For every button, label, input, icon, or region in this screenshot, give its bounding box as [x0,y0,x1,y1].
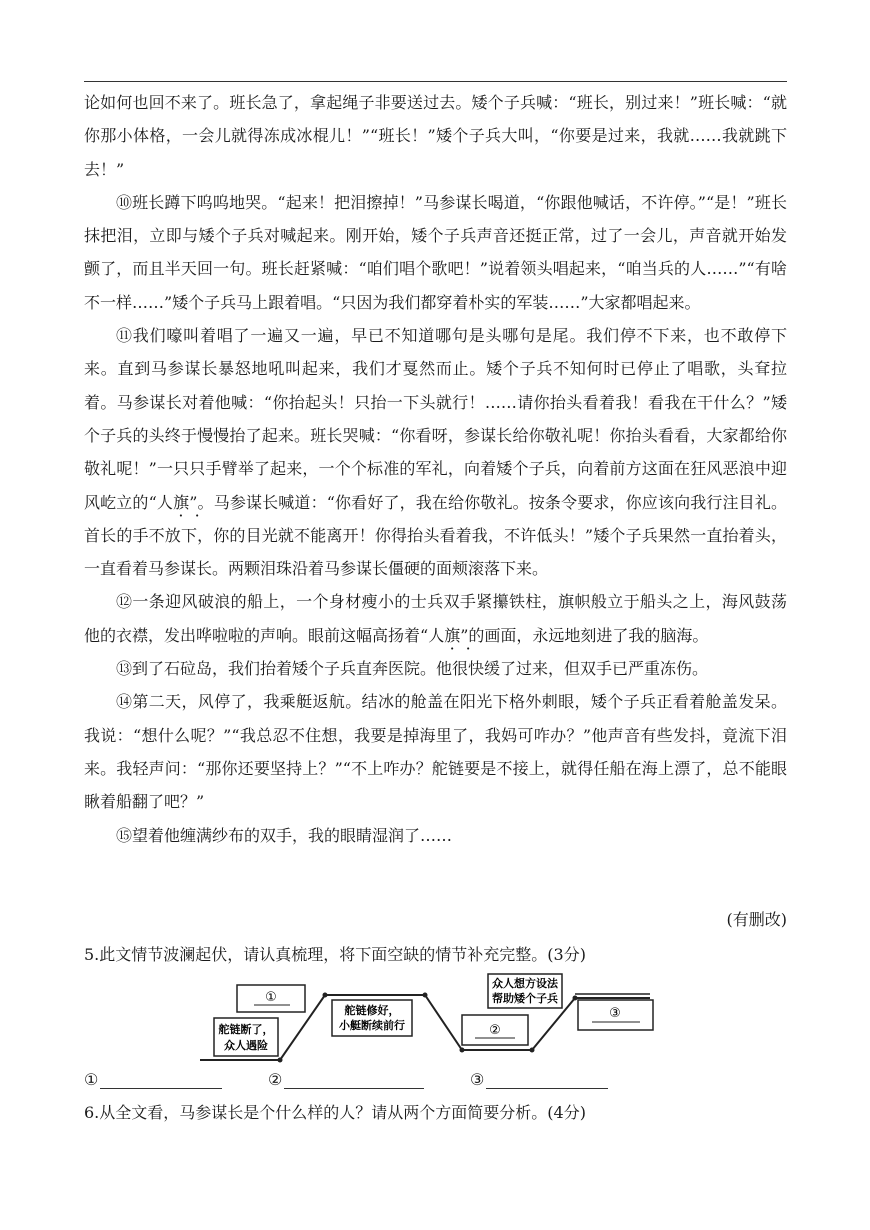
paragraph-11: ⑪我们嚎叫着唱了一遍又一遍，早已不知道哪句是头哪句是尾。我们停不下来，也不敢停下来。直到马参谋长暴怒地吼叫起来，我们才戛然而止。矮个子兵不知何时已停止了唱歌，头耷拉着。马参谋长对着他喊：“你抬起头！只抬一下头就行！……请你抬头看着我！看我在干什么？”矮个子兵的头终于慢慢抬了起来。班长哭喊：“你看呀，参谋长给你敬礼呢！你抬头看看，大家都给你敬礼呢！”一只只手臂举了起来，一个个标准的军礼，向着矮个子兵，向着前方这面在狂风恶浪中迎风屹立的“人旗”。马参谋长喊道：“你看好了，我在给你敬礼。按条令要求，你应该向我行注目礼。首长的手不放下，你的目光就不能离开！你得抬头看着我，不许低头！”矮个子兵果然一直抬着头，一直看着马参谋长。两颗泪珠沿着马参谋长僵硬的面颊滚落下来。 [84,326,787,579]
paragraph-12: ⑫一条迎风破浪的船上，一个身材瘦小的士兵双手紧攥铁柱，旗帜般立于船头之上，海风鼓荡他的衣襟，发出哗啦啦的声响。眼前这幅高扬着“人旗”的画面，永远地刻进了我的脑海。 [84,592,787,645]
answer-blank-3[interactable]: ③ [470,1070,608,1089]
paragraph-15: ⑮望着他缠满纱布的双手，我的眼睛湿润了…… [116,825,453,845]
paragraph-14: ⑭第二天，风停了，我乘艇返航。结冰的舱盖在阳光下格外刺眼，矮个子兵正看着舱盖发呆。我说：“想什么呢？”“我总忍不住想，我要是掉海里了，我妈可咋办？”他声音有些发抖，竟流下泪来。我轻声问：“那你还要坚持上？”“不上咋办？舵链要是不接上，就得任船在海上漂了，总不能眼瞅着船翻了吧？” [84,692,787,812]
answer-line[interactable] [486,1072,608,1089]
paragraph-9-continued: 论如何也回不来了。班长急了，拿起绳子非要送过去。矮个子兵喊：“班长，别过来！”班长喊：“就你那小体格，一会儿就得冻成冰棍儿！”“班长！”矮个子兵大叫，“你要是过来，我就……我就跳下去！” [84,93,787,179]
source-note: (有删改) [726,910,787,929]
plot-label-middle-line-1: 舵链修好， [344,1004,400,1017]
question-5: 5.此文情节波澜起伏，请认真梳理，将下面空缺的情节补充完整。(3分) [84,945,586,964]
plot-label-left-line-2: 众人遇险 [224,1039,268,1052]
plot-dot [323,993,328,998]
emphasis-mark: 旗 [444,625,461,645]
emphasis-mark: 人 [428,625,445,645]
plot-dot [278,1058,283,1063]
emphasis-mark: 旗 [173,492,190,512]
plot-label-right-line-1: 众人想方设法 [492,977,558,990]
blank-box-3-number: ③ [609,1006,621,1021]
story-text [84,86,787,852]
top-rule [84,81,787,82]
answer-blank-1[interactable]: ① [84,1070,222,1089]
paragraph-10: ⑩班长蹲下呜呜地哭。“起来！把泪擦掉！”马参谋长喝道，“你跟他喊话，不许停。”“是！”班长抹把泪，立即与矮个子兵对喊起来。刚开始，矮个子兵声音还挺正常，过了一会儿，声音就开始发颤了，而且半天回一句。班长赶紧喊：“咱们唱个歌吧！”说着领头唱起来，“咱当兵的人……”“有啥不一样……”矮个子兵马上跟着唱。“只因为我们都穿着朴实的军装……”大家都唱起来。 [84,192,787,312]
plot-diagram [200,970,670,1070]
question-6: 6.从全文看，马参谋长是个什么样的人？请从两个方面简要分析。(4分) [84,1103,586,1122]
answer-line[interactable] [100,1072,222,1089]
plot-label-right-line-2: 帮助矮个子兵 [492,992,558,1005]
answer-blank-2[interactable]: ② [268,1070,424,1089]
plot-dot [530,1048,535,1053]
blank-box-2-number: ② [489,1023,501,1038]
plot-label-left-line-1: 舵链断了， [218,1023,274,1036]
paragraph-13: ⑬到了石砬岛，我们抬着矮个子兵直奔医院。他很快缓了过来，但双手已严重冻伤。 [116,659,709,679]
plot-dot [573,996,578,1001]
plot-dot [460,1048,465,1053]
plot-dot [423,993,428,998]
plot-label-middle-line-2: 小艇断续前行 [339,1019,405,1032]
answer-line[interactable] [284,1072,424,1089]
blank-box-1-number: ① [265,990,277,1005]
emphasis-mark: 人 [156,492,174,512]
